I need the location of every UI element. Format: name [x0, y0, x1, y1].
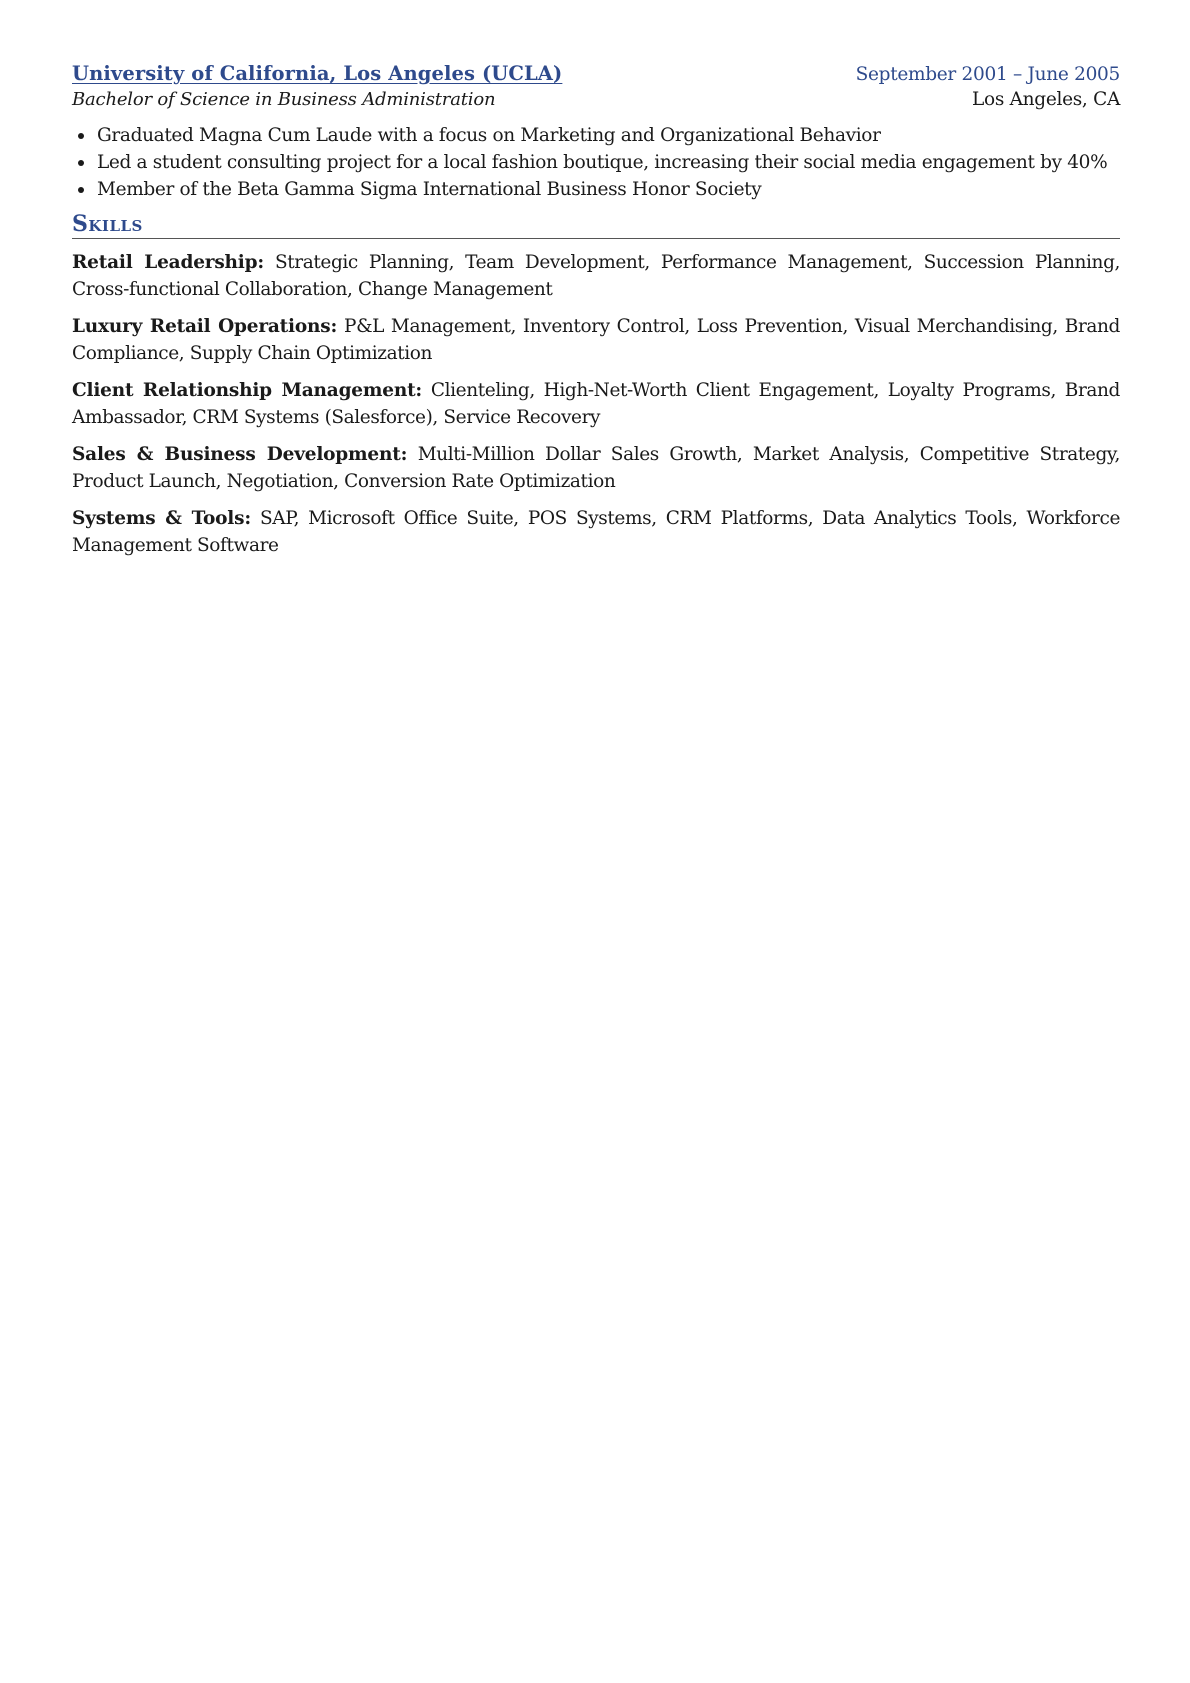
skill-category-label: Luxury Retail Operations: [72, 316, 338, 337]
skill-category-label: Retail Leadership: [72, 252, 264, 273]
education-dates: September 2001 – June 2005 [855, 64, 1120, 85]
resume-page [72, 62, 1120, 559]
skill-category-text: P&L Management, Inventory Control, Loss Prevention, Visual Merchandising, Brand Compliance, Supply Chain Optimization [72, 316, 1120, 364]
skill-category-text: Clienteling, High-Net-Worth Client Engagement, Loyalty Programs, Brand Ambassador, CRM Systems (Salesforce), Service Recovery [72, 380, 1121, 428]
bullet-dot-icon [78, 160, 84, 166]
education-location: Los Angeles, CA [972, 89, 1120, 110]
skill-row [72, 313, 1120, 367]
education-bullet-list [72, 122, 1120, 203]
bullet-dot-icon [78, 187, 84, 193]
skill-category-text: SAP, Microsoft Office Suite, POS Systems, CRM Platforms, Data Analytics Tools, Workforce Management Software [72, 508, 1120, 556]
skills-section-title: Skills [72, 211, 143, 237]
skill-row [72, 505, 1120, 559]
skill-category-label: Sales & Business Development: [72, 444, 408, 465]
education-subheader-row [72, 89, 1120, 110]
education-bullet [72, 122, 1120, 149]
skill-row [72, 441, 1120, 495]
education-bullet [72, 149, 1120, 176]
bullet-dot-icon [78, 133, 84, 139]
skill-category-label: Client Relationship Management: [72, 380, 423, 401]
skill-category-label: Systems & Tools: [72, 508, 251, 529]
education-bullet-text: Member of the Beta Gamma Sigma International Business Honor Society [97, 179, 762, 200]
skill-category-text: Multi-Million Dollar Sales Growth, Market Analysis, Competitive Strategy, Product Launch, Negotiation, Conversion Rate Optimization [72, 444, 1120, 492]
skills-section-header [72, 211, 1120, 239]
skill-category-text: Strategic Planning, Team Development, Performance Management, Succession Planning, Cross-functional Collaboration, Change Management [72, 252, 1120, 300]
skill-row [72, 249, 1120, 303]
school-name-link[interactable]: University of California, Los Angeles (UCLA) [72, 62, 563, 85]
education-bullet-text: Led a student consulting project for a local fashion boutique, increasing their social media engagement by 40% [97, 152, 1108, 173]
education-header-row [72, 62, 1120, 85]
degree-title: Bachelor of Science in Business Administration [72, 89, 496, 110]
education-entry [72, 62, 1120, 203]
education-bullet [72, 176, 1120, 203]
skill-row [72, 377, 1120, 431]
education-bullet-text: Graduated Magna Cum Laude with a focus on Marketing and Organizational Behavior [97, 125, 881, 146]
skills-list [72, 249, 1120, 559]
